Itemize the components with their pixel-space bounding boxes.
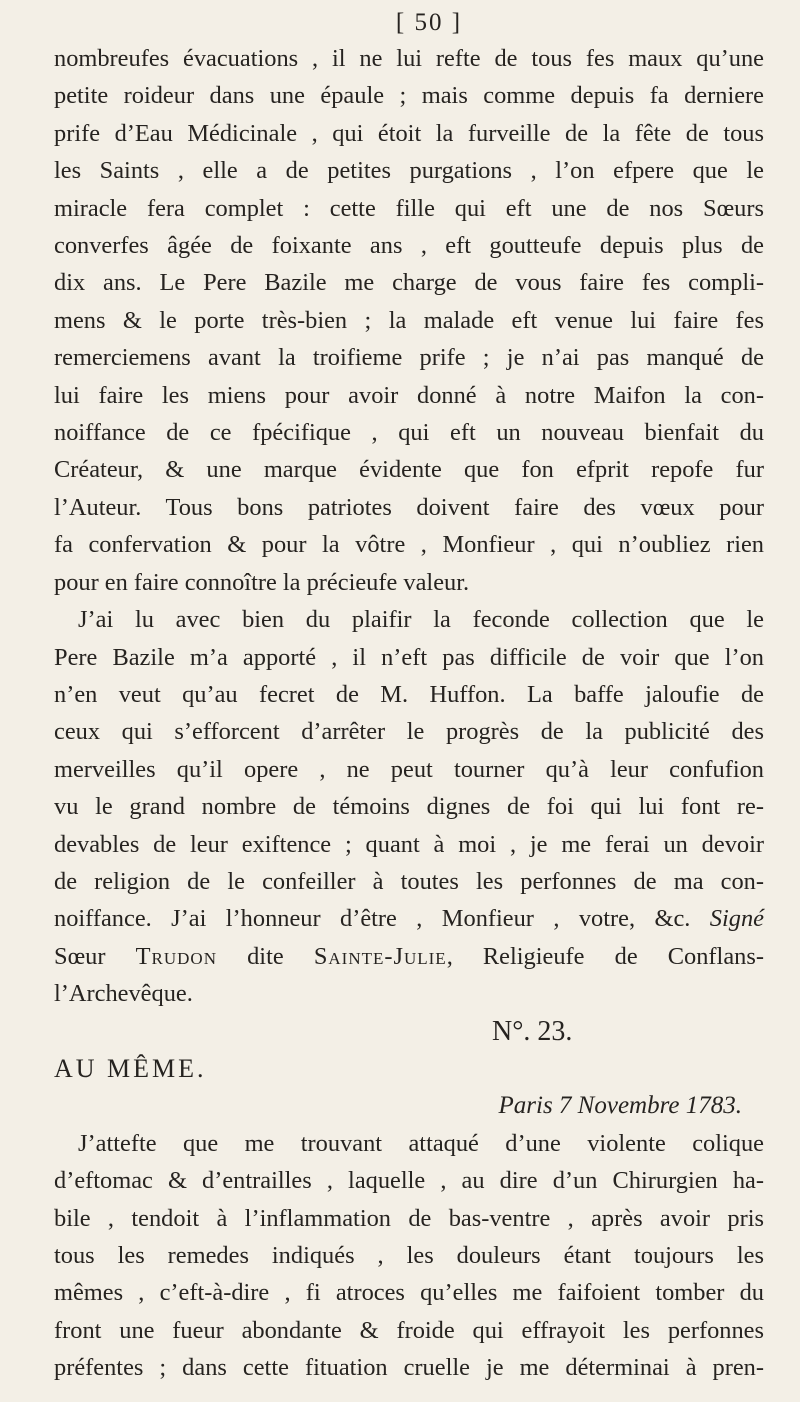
text-line: vu le grand nombre de témoins dignes de foi qui lui font re-: [54, 793, 764, 821]
text-line: noiffance de ce fpécifique , qui eft un nouveau bienfait du: [54, 419, 764, 447]
entry-date: Paris 7 Novembre 1783.: [498, 1092, 742, 1120]
signature-place: l’Archevêque.: [54, 980, 193, 1008]
entry-heading-row: [54, 1050, 764, 1087]
text-line: les Saints , elle a de petites purgations , l’on efpere que le: [54, 157, 764, 185]
letter-body: [54, 40, 764, 1387]
text-line: converfes âgée de foixante ans , eft goutteufe depuis plus de: [54, 232, 764, 260]
text-line: dix ans. Le Pere Bazile me charge de vous faire fes compli-: [54, 269, 764, 297]
text-line: front une fueur abondante & froide qui effrayoit les perfonnes: [54, 1316, 764, 1344]
text-line: de religion de le confeiller à toutes les perfonnes de ma con-: [54, 867, 764, 895]
text-line: Pere Bazile m’a apporté , il n’eft pas difficile de voir que l’on: [54, 643, 764, 671]
text-line: tous les remedes indiqués , les douleurs étant toujours les: [54, 1241, 764, 1269]
text-line: remerciemens avant la troifieme prife ; je n’ai pas manqué de: [54, 344, 764, 372]
entry-number-row: [54, 1013, 764, 1050]
page-number-header: [ 50 ]: [395, 9, 463, 36]
signature-title: Sœur: [54, 942, 136, 970]
text-line: mêmes , c’eft-à-dire , fi atroces qu’elles me faifoient tomber du: [54, 1279, 764, 1307]
text-line: devables de leur exiftence ; quant à moi , je me ferai un devoir: [54, 830, 764, 858]
text-line: l’Auteur. Tous bons patriotes doivent faire des vœux pour: [54, 493, 764, 521]
text-line: d’eftomac & d’entrailles , laquelle , au dire d’un Chirurgien ha-: [54, 1167, 764, 1195]
text-line: fa confervation & pour la vôtre , Monfieur , qui n’oubliez rien: [54, 531, 764, 559]
signature-line: [54, 938, 764, 975]
text-line: pour en faire connoître la précieufe valeur.: [54, 568, 470, 596]
text-line: lui faire les miens pour avoir donné à notre Maifon la con-: [54, 381, 764, 409]
text-line: merveilles qu’il opere , ne peut tourner qu’à leur confufion: [54, 755, 764, 783]
signature-dite: dite: [216, 942, 314, 970]
closing-line: [54, 900, 764, 937]
closing-text: noiffance. J’ai l’honneur d’être , Monfieur , votre, &c.: [54, 905, 691, 933]
text-line: prife d’Eau Médicinale , qui étoit la furveille de la fête de tous: [54, 119, 764, 147]
signature-religious-name: Sainte-Julie: [313, 942, 447, 970]
text-line: mens & le porte très-bien ; la malade eft venue lui faire fes: [54, 306, 764, 334]
text-line: petite roideur dans une épaule ; mais comme depuis fa derniere: [54, 82, 764, 110]
text-line: n’en veut qu’au fecret de M. Huffon. La baffe jaloufie de: [54, 680, 764, 708]
signed-label: Signé: [709, 905, 764, 933]
text-line: J’attefte que me trouvant attaqué d’une violente colique: [78, 1129, 764, 1157]
signature-name: Trudon: [135, 942, 217, 970]
text-line: bile , tendoit à l’inflammation de bas-ventre , après avoir pris: [54, 1204, 764, 1232]
signature-tail: , Religieufe de Conflans-: [446, 942, 764, 970]
entry-date-row: [54, 1087, 764, 1124]
text-line: ceux qui s’efforcent d’arrêter le progrès de la publicité des: [54, 718, 764, 746]
text-line: J’ai lu avec bien du plaifir la feconde collection que le: [78, 606, 764, 634]
entry-heading: AU MÊME.: [54, 1053, 207, 1083]
text-line: nombreufes évacuations , il ne lui refte de tous fes maux qu’une: [54, 45, 764, 72]
entry-number: N°. 23.: [492, 1015, 573, 1047]
text-line: préfentes ; dans cette fituation cruelle je me déterminai à pren-: [54, 1354, 764, 1382]
text-line: Créateur, & une marque évidente que fon efprit repofe fur: [54, 456, 764, 484]
text-line: miracle fera complet : cette fille qui eft une de nos Sœurs: [54, 194, 764, 222]
